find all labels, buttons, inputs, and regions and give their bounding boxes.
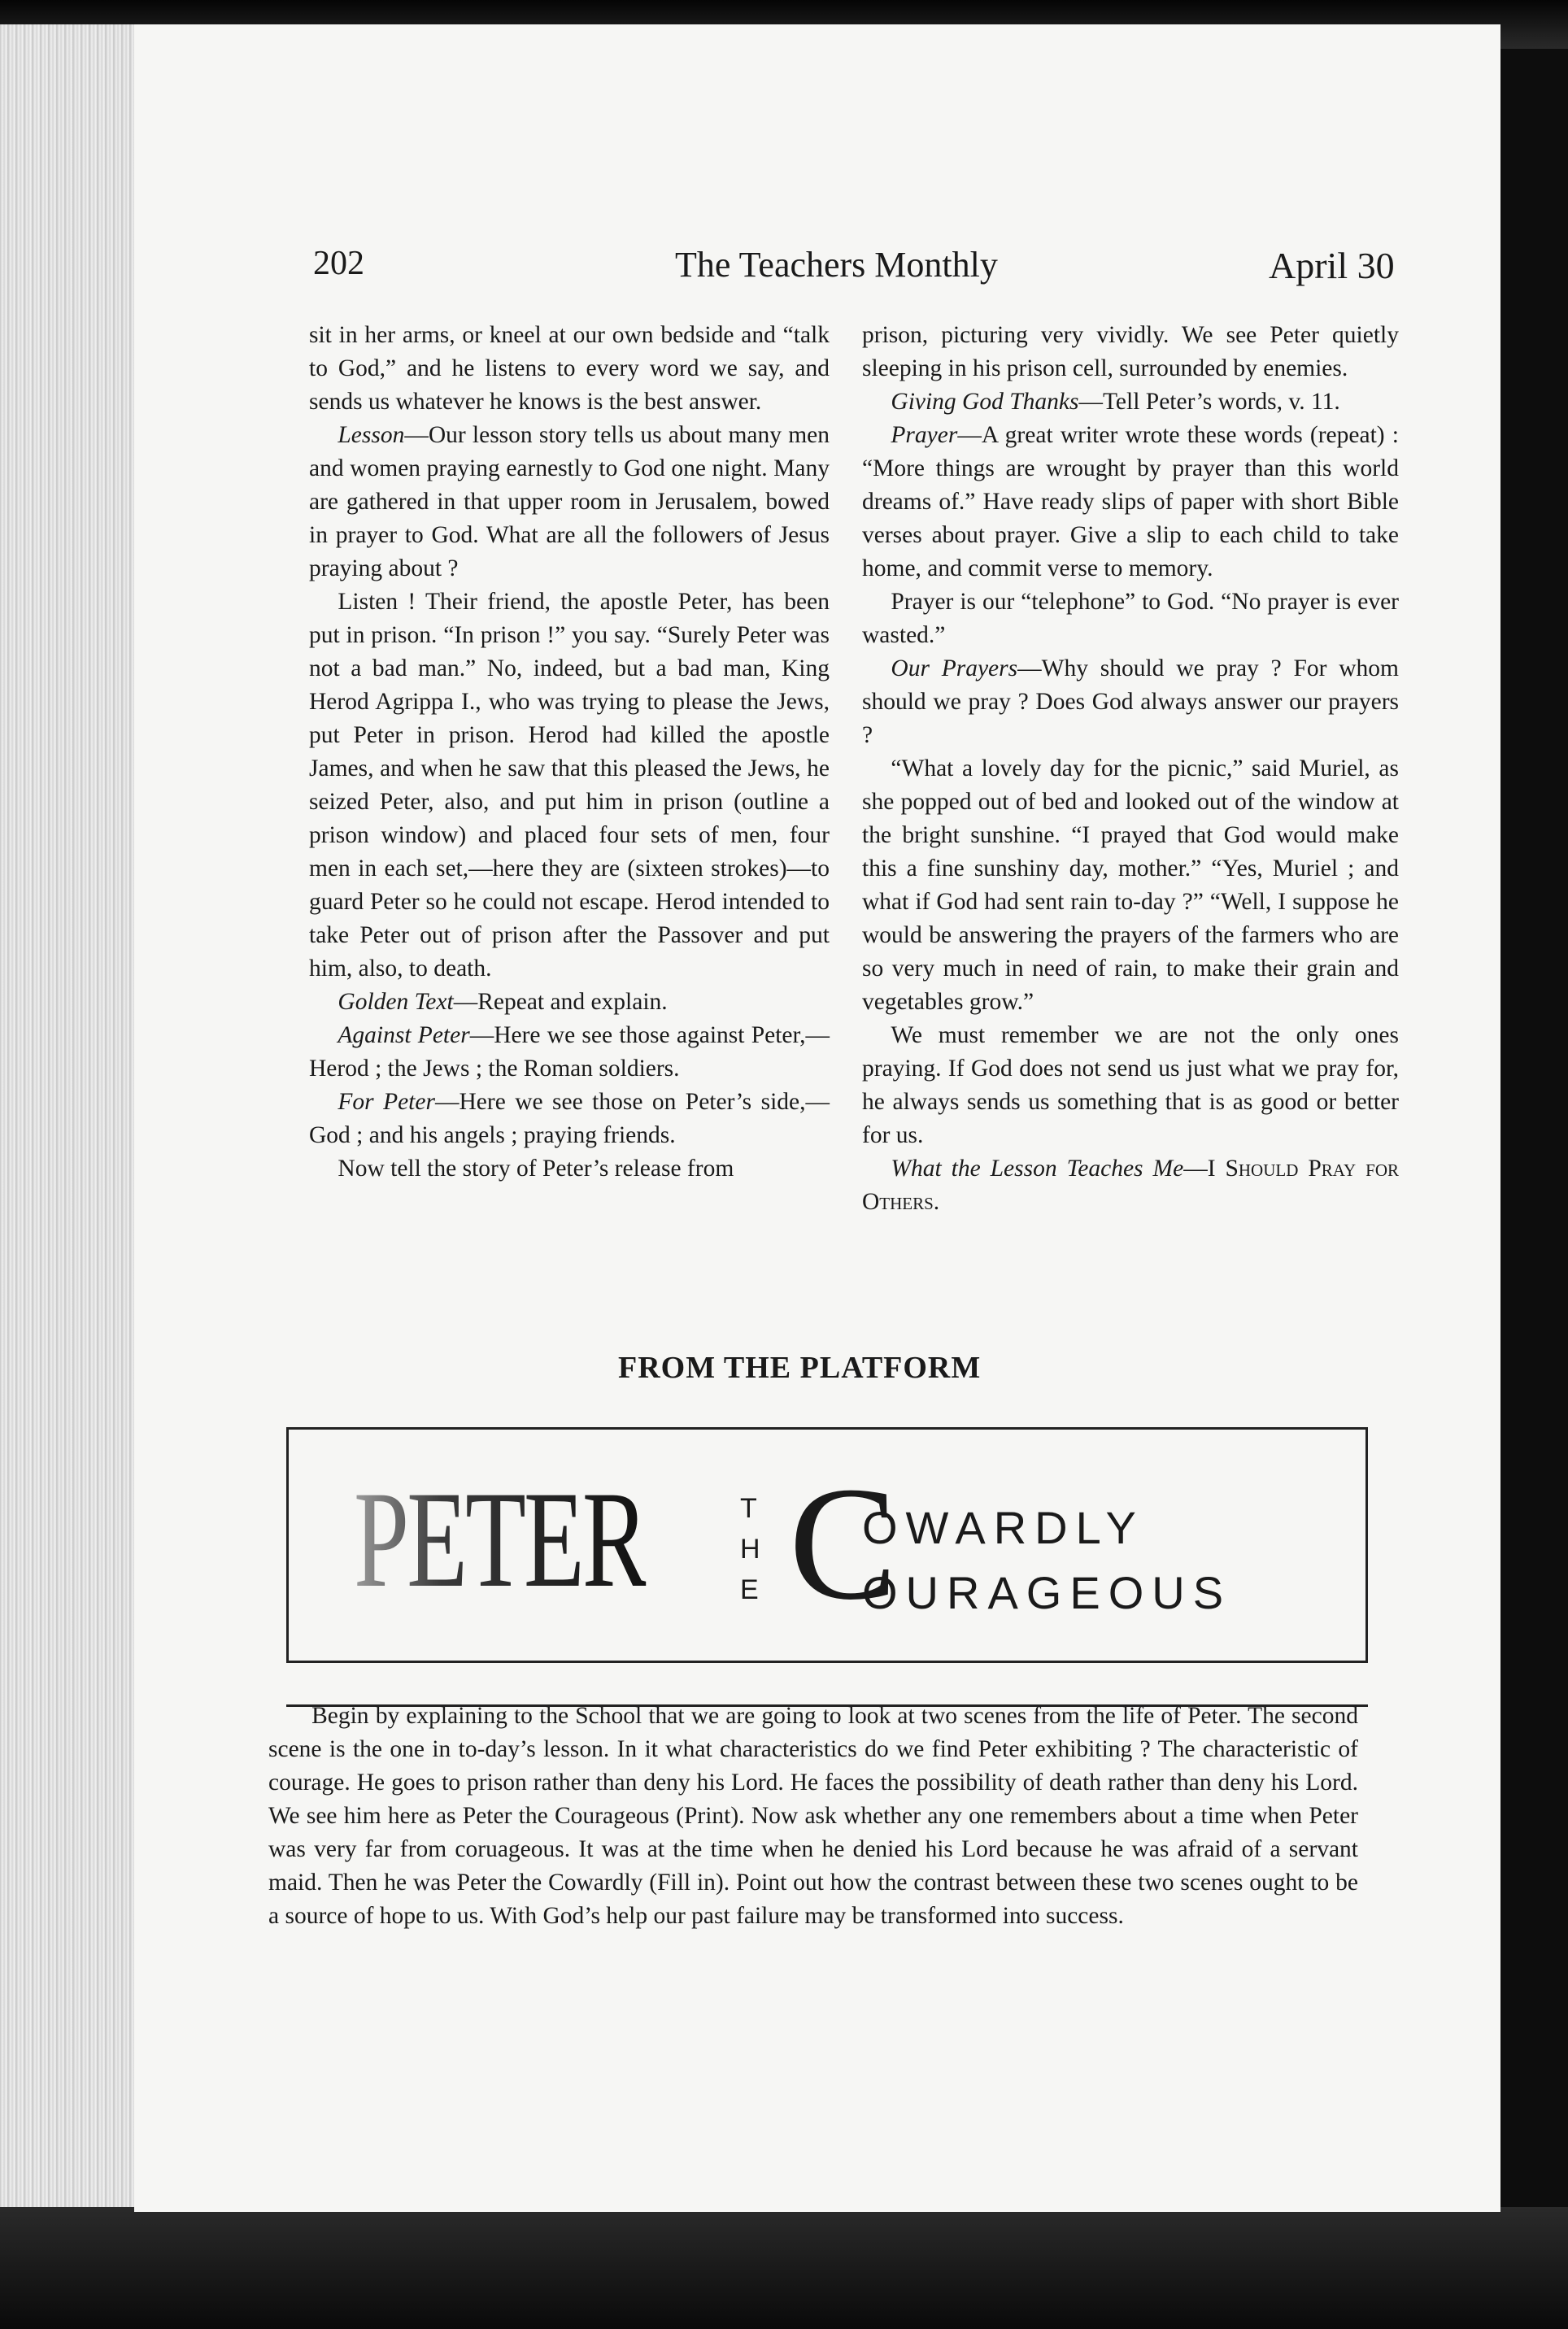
paragraph-text: —Tell Peter’s words, v. 11. bbox=[1078, 389, 1340, 415]
blackboard-diagram bbox=[286, 1427, 1368, 1663]
bottom-shadow bbox=[0, 2207, 1568, 2329]
paragraph-text: —Our lesson story tells us about many men and women praying earnestly to God one night. Many are gathered in that upper room in Jerusalem, bowed in prayer to God. What are all the followers of Jesus praying about ? bbox=[309, 422, 830, 581]
paragraph-text: —Here we see those against Peter,—Herod ; the Jews ; the Roman soldiers. bbox=[309, 1022, 830, 1082]
section-label: Our Prayers bbox=[891, 655, 1018, 681]
the-letter: T bbox=[740, 1493, 757, 1524]
paragraph-text: —Here we see those on Peter’s side,—God ; and his angels ; praying friends. bbox=[309, 1089, 830, 1148]
book-right-edge bbox=[1496, 49, 1568, 2244]
left-column bbox=[309, 319, 830, 1186]
paragraph: Now tell the story of Peter’s release from bbox=[338, 1156, 734, 1182]
page-number: 202 bbox=[313, 245, 364, 282]
right-column bbox=[862, 319, 1399, 1219]
word-cowardly: OWARDLY bbox=[862, 1502, 1144, 1553]
the-letter: H bbox=[740, 1534, 760, 1565]
paragraph: sit in her arms, or kneel at our own bedside and “talk to God,” and he listens to every word we say, and sends us whatever he knows is the best answer. bbox=[309, 322, 830, 415]
section-label: Prayer bbox=[891, 422, 958, 448]
paragraph bbox=[862, 652, 1399, 752]
section-label: Giving God Thanks bbox=[891, 389, 1079, 415]
paragraph-text: —Repeat and explain. bbox=[453, 989, 668, 1015]
section-label: Lesson bbox=[338, 422, 405, 448]
platform-paragraph: Begin by explaining to the School that we are going to look at two scenes from the life of Peter. The second scene is the one in to-day’s lesson. In it what characteristics do we find Peter exhibiting ? The characteristic of courage. He goes to prison rather than deny his Lord. He faces the possibility of death rather than deny his Lord. We see him here as Peter the Courageous (Print). Now ask whether any one remembers about a time when Peter was very far from coruageous. It was at the time when he denied his Lord because he was afraid of a servant maid. Then he was Peter the Cowardly (Fill in). Point out how the contrast between these two scenes ought to be a source of hope to us. With God’s help our past failure may be transformed into success. bbox=[268, 1703, 1358, 1929]
running-title: The Teachers Monthly bbox=[675, 245, 998, 285]
paragraph bbox=[862, 419, 1399, 586]
paragraph-text: —Why should we pray ? For whom should we pray ? Does God always answer our prayers ? bbox=[862, 655, 1399, 748]
paragraph: “What a lovely day for the picnic,” said Muriel, as she popped out of bed and looked out of the window at the bright sunshine. “I prayed that God would make this a fine sunshiny day, mother.” “Yes, Muriel ; and what if God had sent rain to-day ?” “Well, I suppose he would be answering the prayers of the farmers who are so very much in need of rain, to make their grain and vegetables grow.” bbox=[862, 755, 1399, 1015]
paragraph: We must remember we are not the only ones praying. If God does not send us just what we pray for, he always sends us something that is as good or better for us. bbox=[862, 1022, 1399, 1148]
paragraph bbox=[862, 1152, 1399, 1219]
paragraph: prison, picturing very vividly. We see Peter quietly sleeping in his prison cell, surrounded by enemies. bbox=[862, 322, 1399, 381]
big-letter-c: C bbox=[789, 1454, 898, 1634]
paragraph bbox=[309, 419, 830, 586]
page-date: April 30 bbox=[1269, 245, 1395, 286]
paragraph: Listen ! Their friend, the apostle Peter, has been put in prison. “In prison !” you say. “Surely Peter was not a bad man.” No, indeed, but a bad man, King Herod Agrippa I., who was trying to please the Jews, put Peter in prison. Herod had killed the apostle James, and when he saw that this pleased the Jews, he seized Peter, also, and put him in prison (outline a prison window) and placed four sets of men, four men in each set,—here they are (sixteen strokes)—to guard Peter so he could not escape. Herod intended to take Peter out of prison after the Passover and put him, also, to death. bbox=[309, 589, 830, 982]
paragraph: Prayer is our “telephone” to God. “No prayer is ever wasted.” bbox=[862, 589, 1399, 648]
section-label: For Peter bbox=[338, 1089, 435, 1115]
paragraph-text: —A great writer wrote these words (repeat) : “More things are wrought by prayer than this world dreams of.” Have ready slips of paper with short Bible verses about prayer. Give a slip to each child to take home, and commit verse to memory. bbox=[862, 422, 1399, 581]
section-heading: FROM THE PLATFORM bbox=[618, 1351, 982, 1385]
book-page-edges bbox=[0, 24, 142, 2220]
paragraph bbox=[309, 986, 830, 1019]
section-label: Golden Text bbox=[338, 989, 454, 1015]
big-word-peter: PETER bbox=[354, 1463, 647, 1616]
paragraph bbox=[309, 1019, 830, 1086]
the-letter: E bbox=[740, 1574, 759, 1605]
paragraph bbox=[309, 1086, 830, 1152]
word-courageous: OURAGEOUS bbox=[862, 1567, 1232, 1618]
paragraph bbox=[862, 385, 1399, 419]
section-label: Against Peter bbox=[338, 1022, 470, 1048]
paragraph-text: —I Should Pray for Others. bbox=[862, 1156, 1399, 1215]
section-label: What the Lesson Teaches Me bbox=[891, 1156, 1184, 1182]
